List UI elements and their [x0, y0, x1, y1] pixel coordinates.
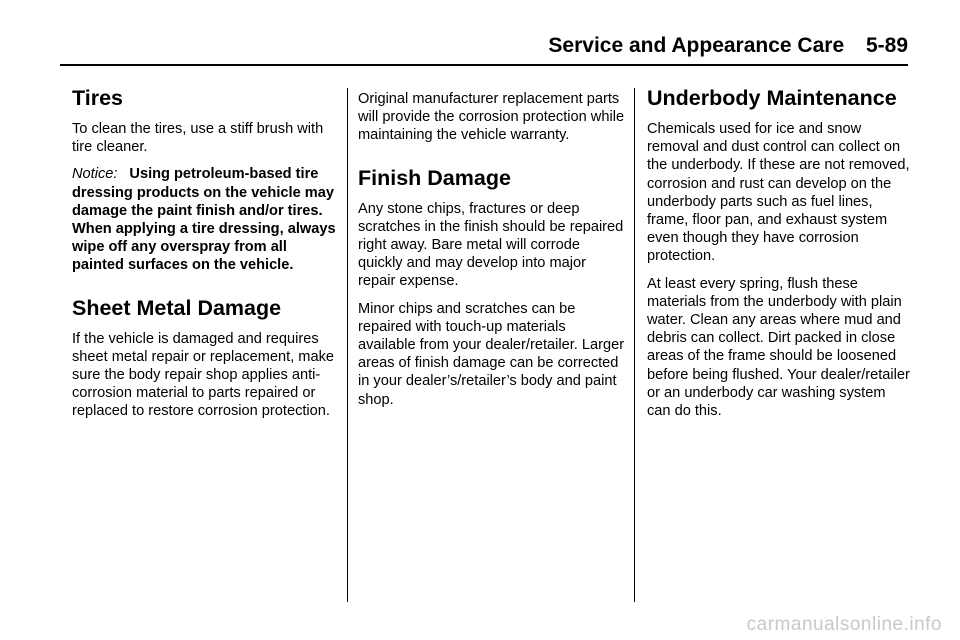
notice-label: Notice:	[72, 166, 118, 183]
underbody-paragraph-1: Chemicals used for ice and snow removal and dust control can collect on the underbody. If these are not removed, corrosion and rust can develop on the underbody parts such as fuel lines, frame, floor pan, and exhaust system even though they have corrosion protection.	[647, 121, 910, 265]
finish-damage-paragraph-1: Any stone chips, fractures or deep scratches in the finish should be repaired right away. Bare metal will corrode quickly and may develop into major repair expense.	[358, 200, 624, 290]
underbody-heading: Underbody Maintenance	[647, 86, 897, 110]
finish-damage-paragraph-2: Minor chips and scratches can be repaired with touch-up materials available from your dealer/retailer. Larger areas of finish damage can be corrected in your dealer’s/retailer’s body and paint shop.	[358, 300, 625, 408]
header-rule	[60, 64, 908, 66]
tires-heading: Tires	[72, 86, 123, 110]
watermark: carmanualsonline.info	[746, 614, 942, 635]
page-number: 5-89	[865, 34, 908, 57]
column-1	[72, 85, 336, 430]
original-parts-paragraph: Original manufacturer replacement parts will provide the corrosion protection while maintaining the vehicle warranty.	[358, 91, 625, 144]
column-divider-1	[347, 88, 348, 602]
column-2	[358, 90, 626, 418]
notice-text: Using petroleum-based tire dressing products on the vehicle may damage the paint finish and/or tires. When applying a tire dressing, always wipe off any overspray from all painted surfaces on the vehicle.	[72, 166, 336, 274]
sheet-metal-paragraph: If the vehicle is damaged and requires sheet metal repair or replacement, make sure the body repair shop applies anti-corrosion material to parts repaired or replaced to restore corrosion protection.	[72, 330, 334, 420]
sheet-metal-heading: Sheet Metal Damage	[72, 295, 282, 320]
column-3	[647, 85, 913, 429]
section-title: Service and Appearance Care	[548, 34, 845, 57]
underbody-paragraph-2: At least every spring, flush these materials from the underbody with plain water. Clean any areas where mud and debris can collect. Dirt packed in close areas of the frame should be loosened before being flushed. Your dealer/retailer or an underbody car washing system can do this.	[647, 275, 910, 420]
tires-paragraph: To clean the tires, use a stiff brush with tire cleaner.	[72, 121, 324, 156]
page-header	[548, 34, 908, 58]
notice-paragraph	[72, 165, 336, 274]
finish-damage-heading: Finish Damage	[358, 165, 511, 190]
column-divider-2	[634, 88, 635, 602]
